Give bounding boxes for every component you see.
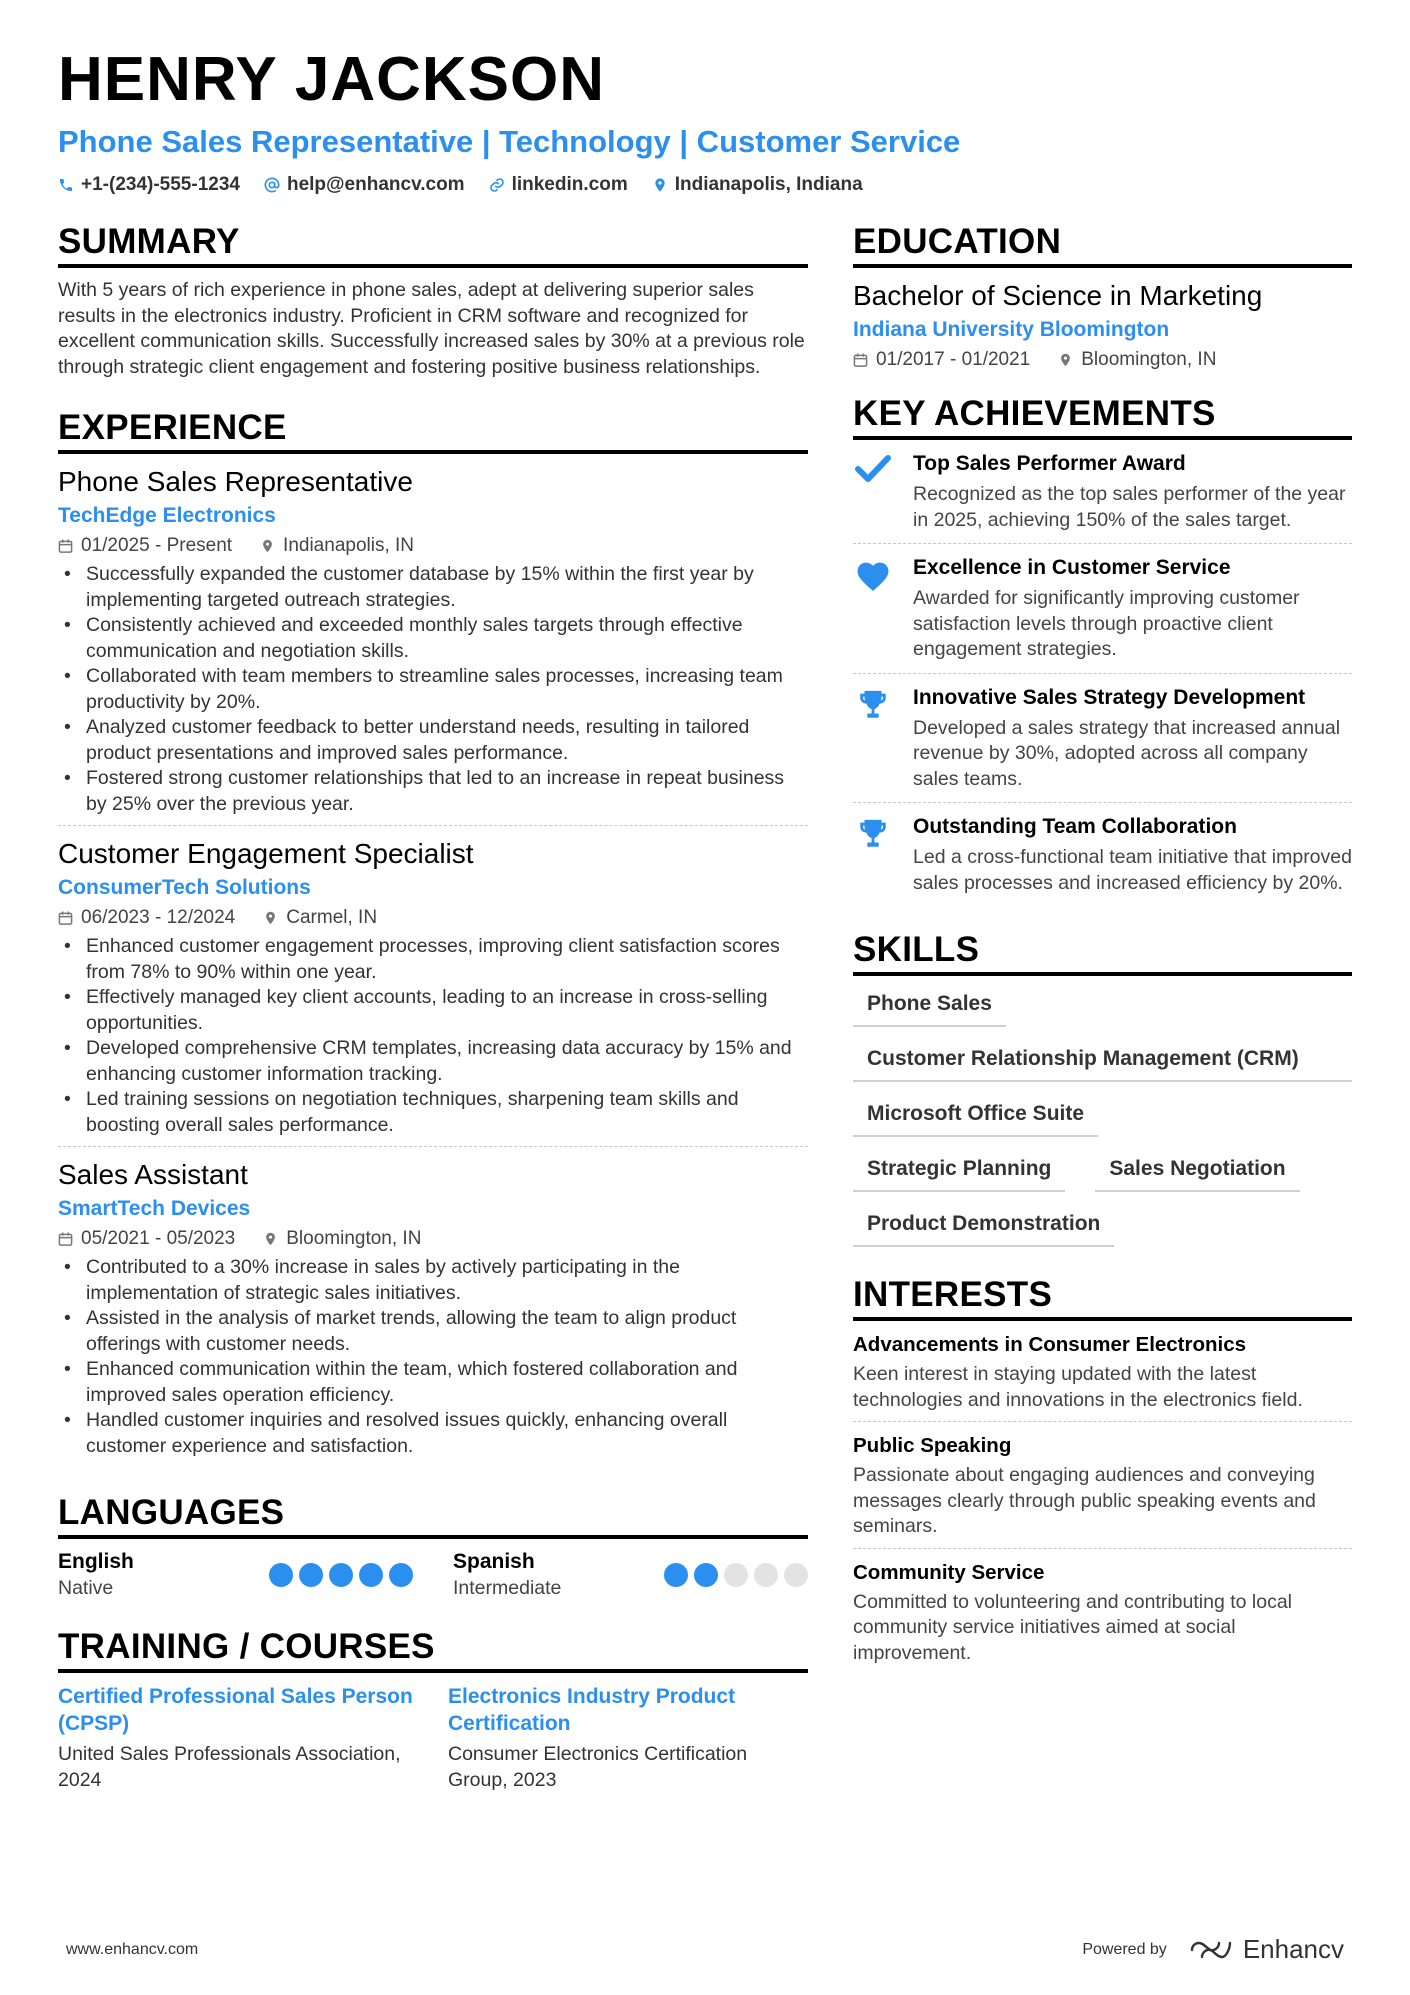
calendar-icon bbox=[853, 352, 868, 368]
calendar-icon bbox=[58, 538, 73, 554]
summary-text: With 5 years of rich experience in phone sales, adept at delivering superior sales results in the electronics industry. Proficient in CRM software and recognized for excellent communication skills. Successfully increased sales by 30% at a previous role through strategic client engagement and fostering positive business relationships. bbox=[58, 279, 805, 378]
course-title: Certified Professional Sales Person (CPSP) bbox=[58, 1685, 413, 1735]
checkmark-icon bbox=[855, 454, 891, 484]
experience-heading: EXPERIENCE bbox=[58, 408, 808, 454]
interest-title: Public Speaking bbox=[853, 1434, 1012, 1457]
achievements-heading: KEY ACHIEVEMENTS bbox=[853, 394, 1352, 440]
job-title: Phone Sales Representative bbox=[58, 466, 413, 497]
job-bullet: • Successfully expanded the customer database by 15% within the first year by implementing targeted outreach strategies. bbox=[58, 562, 808, 613]
job-bullet: • Enhanced communication within the team, which fostered collaboration and improved sales operation efficiency. bbox=[58, 1357, 808, 1408]
education-section bbox=[853, 222, 1352, 372]
job-dates: 06/2023 - 12/2024 bbox=[81, 907, 236, 928]
left-column bbox=[58, 222, 808, 1793]
trophy-icon bbox=[856, 688, 890, 722]
job-bullet: • Developed comprehensive CRM templates, increasing data accuracy by 15% and enhancing customer information tracking. bbox=[58, 1036, 808, 1087]
job-bullet: • Fostered strong customer relationships that led to an increase in repeat business by 25% over the previous year. bbox=[58, 766, 808, 817]
education-location: Bloomington, IN bbox=[1081, 349, 1217, 370]
skill-tag: Microsoft Office Suite bbox=[853, 1096, 1098, 1137]
training-heading: TRAINING / COURSES bbox=[58, 1627, 808, 1673]
achievement-desc: Recognized as the top sales performer of the year in 2025, achieving 150% of the sales target. bbox=[913, 483, 1346, 531]
interest-item bbox=[853, 1331, 1352, 1422]
interest-desc: Committed to volunteering and contributing to local community service initiatives aimed at social improvement. bbox=[853, 1590, 1292, 1664]
languages-section bbox=[58, 1493, 808, 1601]
job-location: Indianapolis, IN bbox=[283, 535, 415, 556]
job-entry bbox=[58, 1157, 808, 1467]
job-bullet: • Analyzed customer feedback to better understand needs, resulting in tailored product presentations and improved sales performance. bbox=[58, 715, 808, 766]
candidate-headline: Phone Sales Representative | Technology | Customer Service bbox=[58, 124, 961, 159]
achievement-desc: Led a cross-functional team initiative that improved sales processes and increased efficiency by 20%. bbox=[913, 846, 1352, 894]
achievement-item bbox=[853, 813, 1352, 906]
contact-location-text: Indianapolis, Indiana bbox=[674, 174, 863, 195]
achievement-title: Excellence in Customer Service bbox=[913, 556, 1231, 579]
interest-title: Community Service bbox=[853, 1560, 1045, 1584]
powered-by-label: Powered by bbox=[1082, 1940, 1167, 1958]
job-company: ConsumerTech Solutions bbox=[58, 876, 311, 899]
achievement-title: Top Sales Performer Award bbox=[913, 452, 1186, 475]
rating-dot bbox=[754, 1563, 778, 1587]
achievements-section bbox=[853, 394, 1352, 906]
job-entry bbox=[58, 464, 808, 826]
job-location: Bloomington, IN bbox=[286, 1228, 422, 1249]
heart-icon bbox=[854, 558, 892, 592]
contact-bar bbox=[58, 174, 1352, 196]
job-bullets bbox=[58, 562, 808, 817]
interest-title: Advancements in Consumer Electronics bbox=[853, 1333, 1247, 1356]
education-dates: 01/2017 - 01/2021 bbox=[876, 349, 1031, 370]
footer-website-link[interactable]: www.enhancv.com bbox=[66, 1940, 199, 1958]
achievement-item bbox=[853, 554, 1352, 674]
job-dates: 01/2025 - Present bbox=[81, 535, 233, 556]
skills-list bbox=[853, 986, 1352, 1247]
job-meta bbox=[58, 1227, 808, 1251]
language-level: Native bbox=[58, 1577, 114, 1599]
course-title: Electronics Industry Product Certification bbox=[448, 1685, 736, 1735]
language-rating bbox=[664, 1563, 808, 1587]
language-rating bbox=[269, 1563, 413, 1587]
location-pin-icon bbox=[263, 1231, 278, 1247]
job-bullet: • Enhanced customer engagement processes, improving client satisfaction scores from 78% to 90% within one year. bbox=[58, 934, 808, 985]
job-meta bbox=[58, 906, 808, 930]
job-meta bbox=[58, 534, 808, 558]
rating-dot bbox=[389, 1563, 413, 1587]
skill-tag: Customer Relationship Management (CRM) bbox=[853, 1041, 1352, 1082]
brand-logo[interactable] bbox=[1189, 1934, 1344, 1965]
trophy-icon bbox=[856, 817, 890, 851]
interest-desc: Keen interest in staying updated with the latest technologies and innovations in the electronics field. bbox=[853, 1363, 1303, 1411]
contact-email[interactable] bbox=[264, 174, 465, 196]
interest-item bbox=[853, 1559, 1352, 1675]
course-item bbox=[448, 1683, 808, 1793]
experience-section bbox=[58, 408, 808, 1467]
skill-tag: Sales Negotiation bbox=[1095, 1151, 1299, 1192]
link-icon bbox=[489, 177, 505, 193]
job-bullet: • Contributed to a 30% increase in sales by actively participating in the implementation of strategic sales initiatives. bbox=[58, 1255, 808, 1306]
job-location: Carmel, IN bbox=[286, 907, 378, 928]
rating-dot bbox=[784, 1563, 808, 1587]
skill-tag: Strategic Planning bbox=[853, 1151, 1065, 1192]
interests-heading: INTERESTS bbox=[853, 1275, 1352, 1321]
calendar-icon bbox=[58, 910, 73, 926]
rating-dot bbox=[269, 1563, 293, 1587]
language-name: English bbox=[58, 1550, 134, 1573]
rating-dot bbox=[694, 1563, 718, 1587]
achievement-title: Innovative Sales Strategy Development bbox=[913, 685, 1306, 709]
course-org: Consumer Electronics Certification Group, 2023 bbox=[448, 1743, 748, 1791]
training-section bbox=[58, 1627, 808, 1793]
language-item bbox=[453, 1549, 808, 1601]
interest-desc: Passionate about engaging audiences and conveying messages clearly through public speaking events and seminars. bbox=[853, 1464, 1316, 1537]
candidate-name: HENRY JACKSON bbox=[58, 45, 605, 114]
page-footer bbox=[66, 1934, 1344, 1965]
job-title: Customer Engagement Specialist bbox=[58, 838, 474, 869]
right-column bbox=[853, 222, 1352, 1793]
enhancv-logo-icon bbox=[1189, 1939, 1233, 1961]
rating-dot bbox=[299, 1563, 323, 1587]
skills-heading: SKILLS bbox=[853, 930, 1352, 976]
contact-email-text: help@enhancv.com bbox=[286, 174, 465, 195]
summary-heading: SUMMARY bbox=[58, 222, 808, 268]
courses-list bbox=[58, 1683, 808, 1793]
contact-linkedin-text: linkedin.com bbox=[511, 174, 628, 195]
job-bullet: • Effectively managed key client accounts, leading to an increase in cross-selling opportunities. bbox=[58, 985, 808, 1036]
skill-tag: Phone Sales bbox=[853, 986, 1006, 1027]
course-org: United Sales Professionals Association, 2024 bbox=[58, 1743, 401, 1791]
job-bullet: • Collaborated with team members to streamline sales processes, increasing team productivity by 20%. bbox=[58, 664, 808, 715]
achievement-desc: Awarded for significantly improving customer satisfaction levels through proactive client engagement strategies. bbox=[913, 587, 1300, 660]
education-school: Indiana University Bloomington bbox=[853, 318, 1170, 341]
job-bullet: • Consistently achieved and exceeded monthly sales targets through effective communication and negotiation skills. bbox=[58, 613, 808, 664]
languages-list bbox=[58, 1549, 808, 1601]
job-bullets bbox=[58, 934, 808, 1138]
rating-dot bbox=[664, 1563, 688, 1587]
language-name: Spanish bbox=[453, 1550, 535, 1573]
interests-section bbox=[853, 1275, 1352, 1674]
job-bullets bbox=[58, 1255, 808, 1459]
location-pin-icon bbox=[1058, 352, 1073, 368]
languages-heading: LANGUAGES bbox=[58, 1493, 808, 1539]
education-heading: EDUCATION bbox=[853, 222, 1352, 268]
calendar-icon bbox=[58, 1231, 73, 1247]
job-company: SmartTech Devices bbox=[58, 1197, 251, 1220]
language-level: Intermediate bbox=[453, 1577, 562, 1599]
education-degree: Bachelor of Science in Marketing bbox=[853, 280, 1263, 311]
job-company: TechEdge Electronics bbox=[58, 504, 276, 527]
contact-phone[interactable] bbox=[58, 174, 240, 196]
resume-columns bbox=[58, 222, 1352, 1793]
interest-item bbox=[853, 1432, 1352, 1549]
job-bullet: • Led training sessions on negotiation techniques, sharpening team skills and boosting overall sales performance. bbox=[58, 1087, 808, 1138]
rating-dot bbox=[724, 1563, 748, 1587]
achievement-item bbox=[853, 450, 1352, 544]
language-item bbox=[58, 1549, 413, 1601]
achievement-title: Outstanding Team Collaboration bbox=[913, 815, 1237, 838]
contact-location bbox=[652, 174, 863, 196]
skill-tag: Product Demonstration bbox=[853, 1206, 1114, 1247]
job-bullet: • Handled customer inquiries and resolved issues quickly, enhancing overall customer experience and satisfaction. bbox=[58, 1408, 808, 1459]
location-pin-icon bbox=[260, 538, 275, 554]
course-item bbox=[58, 1683, 418, 1793]
job-bullet: • Assisted in the analysis of market trends, allowing the team to align product offerings with customer needs. bbox=[58, 1306, 808, 1357]
location-pin-icon bbox=[652, 177, 668, 193]
education-meta bbox=[853, 348, 1352, 372]
contact-linkedin[interactable] bbox=[489, 174, 628, 196]
at-icon bbox=[264, 177, 280, 193]
phone-icon bbox=[58, 177, 74, 193]
skills-section bbox=[853, 930, 1352, 1247]
powered-by bbox=[1082, 1934, 1344, 1965]
rating-dot bbox=[329, 1563, 353, 1587]
achievement-desc: Developed a sales strategy that increased annual revenue by 30%, adopted across all company sales teams. bbox=[913, 716, 1341, 790]
contact-phone-text: +1-(234)-555-1234 bbox=[81, 174, 240, 195]
achievement-item bbox=[853, 684, 1352, 804]
location-pin-icon bbox=[263, 910, 278, 926]
rating-dot bbox=[359, 1563, 383, 1587]
job-title: Sales Assistant bbox=[58, 1159, 248, 1190]
resume-header bbox=[58, 45, 1352, 196]
summary-section bbox=[58, 222, 808, 380]
brand-name: Enhancv bbox=[1242, 1934, 1344, 1964]
job-dates: 05/2021 - 05/2023 bbox=[81, 1228, 236, 1249]
job-entry bbox=[58, 836, 808, 1147]
